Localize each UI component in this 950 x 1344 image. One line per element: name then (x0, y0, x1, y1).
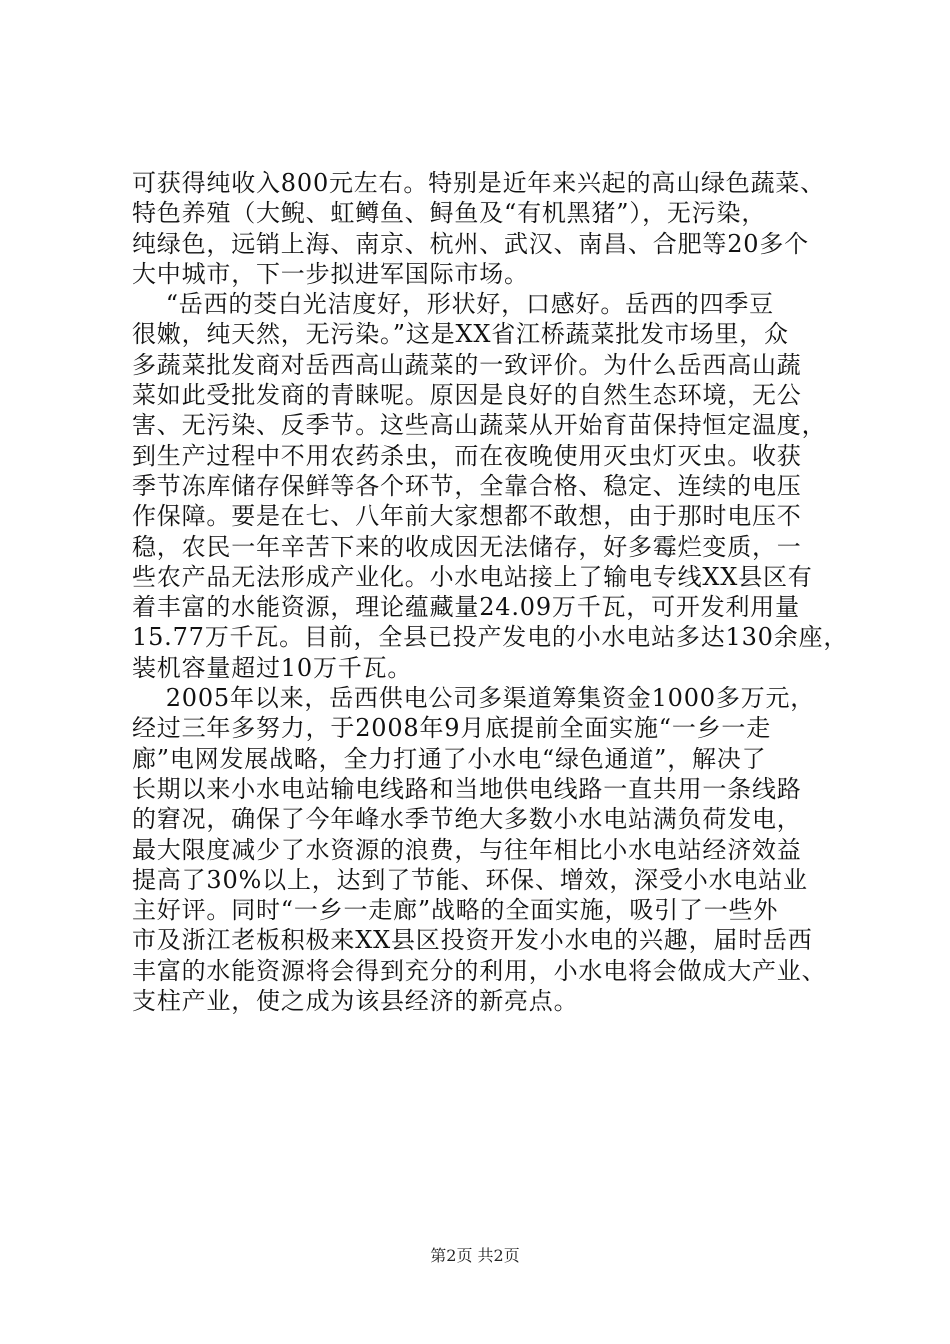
text-line: 多蔬菜批发商对岳西高山蔬菜的一致评价。为什么岳西高山蔬 (132, 350, 802, 379)
text-line: 着丰富的水能资源，理论蕴藏量24.09万千瓦，可开发利用量 (132, 593, 800, 622)
text-line: 市及浙江老板积极来XX县区投资开发小水电的兴趣，届时岳西 (132, 926, 813, 955)
text-line: 大中城市，下一步拟进军国际市场。 (132, 259, 529, 288)
text-line: 到生产过程中不用农药杀虫，而在夜晚使用灭虫灯灭虫。收获 (132, 441, 802, 470)
text-line: 丰富的水能资源将会得到充分的利用，小水电将会做成大产业、 (132, 956, 827, 985)
text-line: 害、无污染、反季节。这些高山蔬菜从开始育苗保持恒定温度， (132, 411, 827, 440)
text-line: 经过三年多努力，于2008年9月底提前全面实施“一乡一走 (132, 714, 772, 743)
text-line: 可获得纯收入800元左右。特别是近年来兴起的高山绿色蔬菜、 (132, 169, 826, 197)
text-line: 最大限度减少了水资源的浪费，与往年相比小水电站经济效益 (132, 835, 802, 864)
text-line: 的窘况，确保了今年峰水季节绝大多数小水电站满负荷发电， (132, 805, 802, 834)
text-line: 特色养殖（大鲵、虹鳟鱼、鲟鱼及“有机黑猪”），无污染， (132, 199, 767, 228)
text-line: 提高了30%以上，达到了节能、环保、增效，深受小水电站业 (132, 865, 808, 894)
text-line: 15.77万千瓦。目前，全县已投产发电的小水电站多达130余座， (132, 623, 849, 652)
text-line: 菜如此受批发商的青睐呢。原因是良好的自然生态环境，无公 (132, 381, 802, 410)
page-footer: 第2页 共2页 (430, 1246, 520, 1265)
text-line: 装机容量超过10万千瓦。 (132, 653, 413, 682)
text-line: 稳，农民一年辛苦下来的收成因无法储存，好多霉烂变质，一 (132, 532, 802, 561)
text-line: 很嫩，纯天然，无污染。”这是XX省江桥蔬菜批发市场里，众 (132, 320, 789, 349)
text-line: 长期以来小水电站输电线路和当地供电线路一直共用一条线路 (132, 774, 802, 803)
text-line: 支柱产业，使之成为该县经济的新亮点。 (132, 987, 579, 1016)
text-line: 2005年以来，岳西供电公司多渠道筹集资金1000多万元， (132, 684, 816, 713)
text-line: 作保障。要是在七、八年前大家想都不敢想，由于那时电压不 (132, 502, 802, 531)
text-line: 季节冻库储存保鲜等各个环节，全靠合格、稳定、连续的电压 (132, 471, 802, 500)
text-line: 纯绿色，远销上海、南京、杭州、武汉、南昌、合肥等20多个 (132, 229, 809, 258)
text-line: 廊”电网发展战略，全力打通了小水电“绿色通道”，解决了 (132, 744, 767, 773)
body-text (132, 168, 849, 1016)
text-line: 主好评。同时“一乡一走廊”战略的全面实施，吸引了一些外 (132, 896, 779, 925)
text-line: 些农产品无法形成产业化。小水电站接上了输电专线XX县区有 (132, 562, 813, 591)
text-line: “岳西的茭白光洁度好，形状好，口感好。岳西的四季豆 (132, 290, 774, 319)
